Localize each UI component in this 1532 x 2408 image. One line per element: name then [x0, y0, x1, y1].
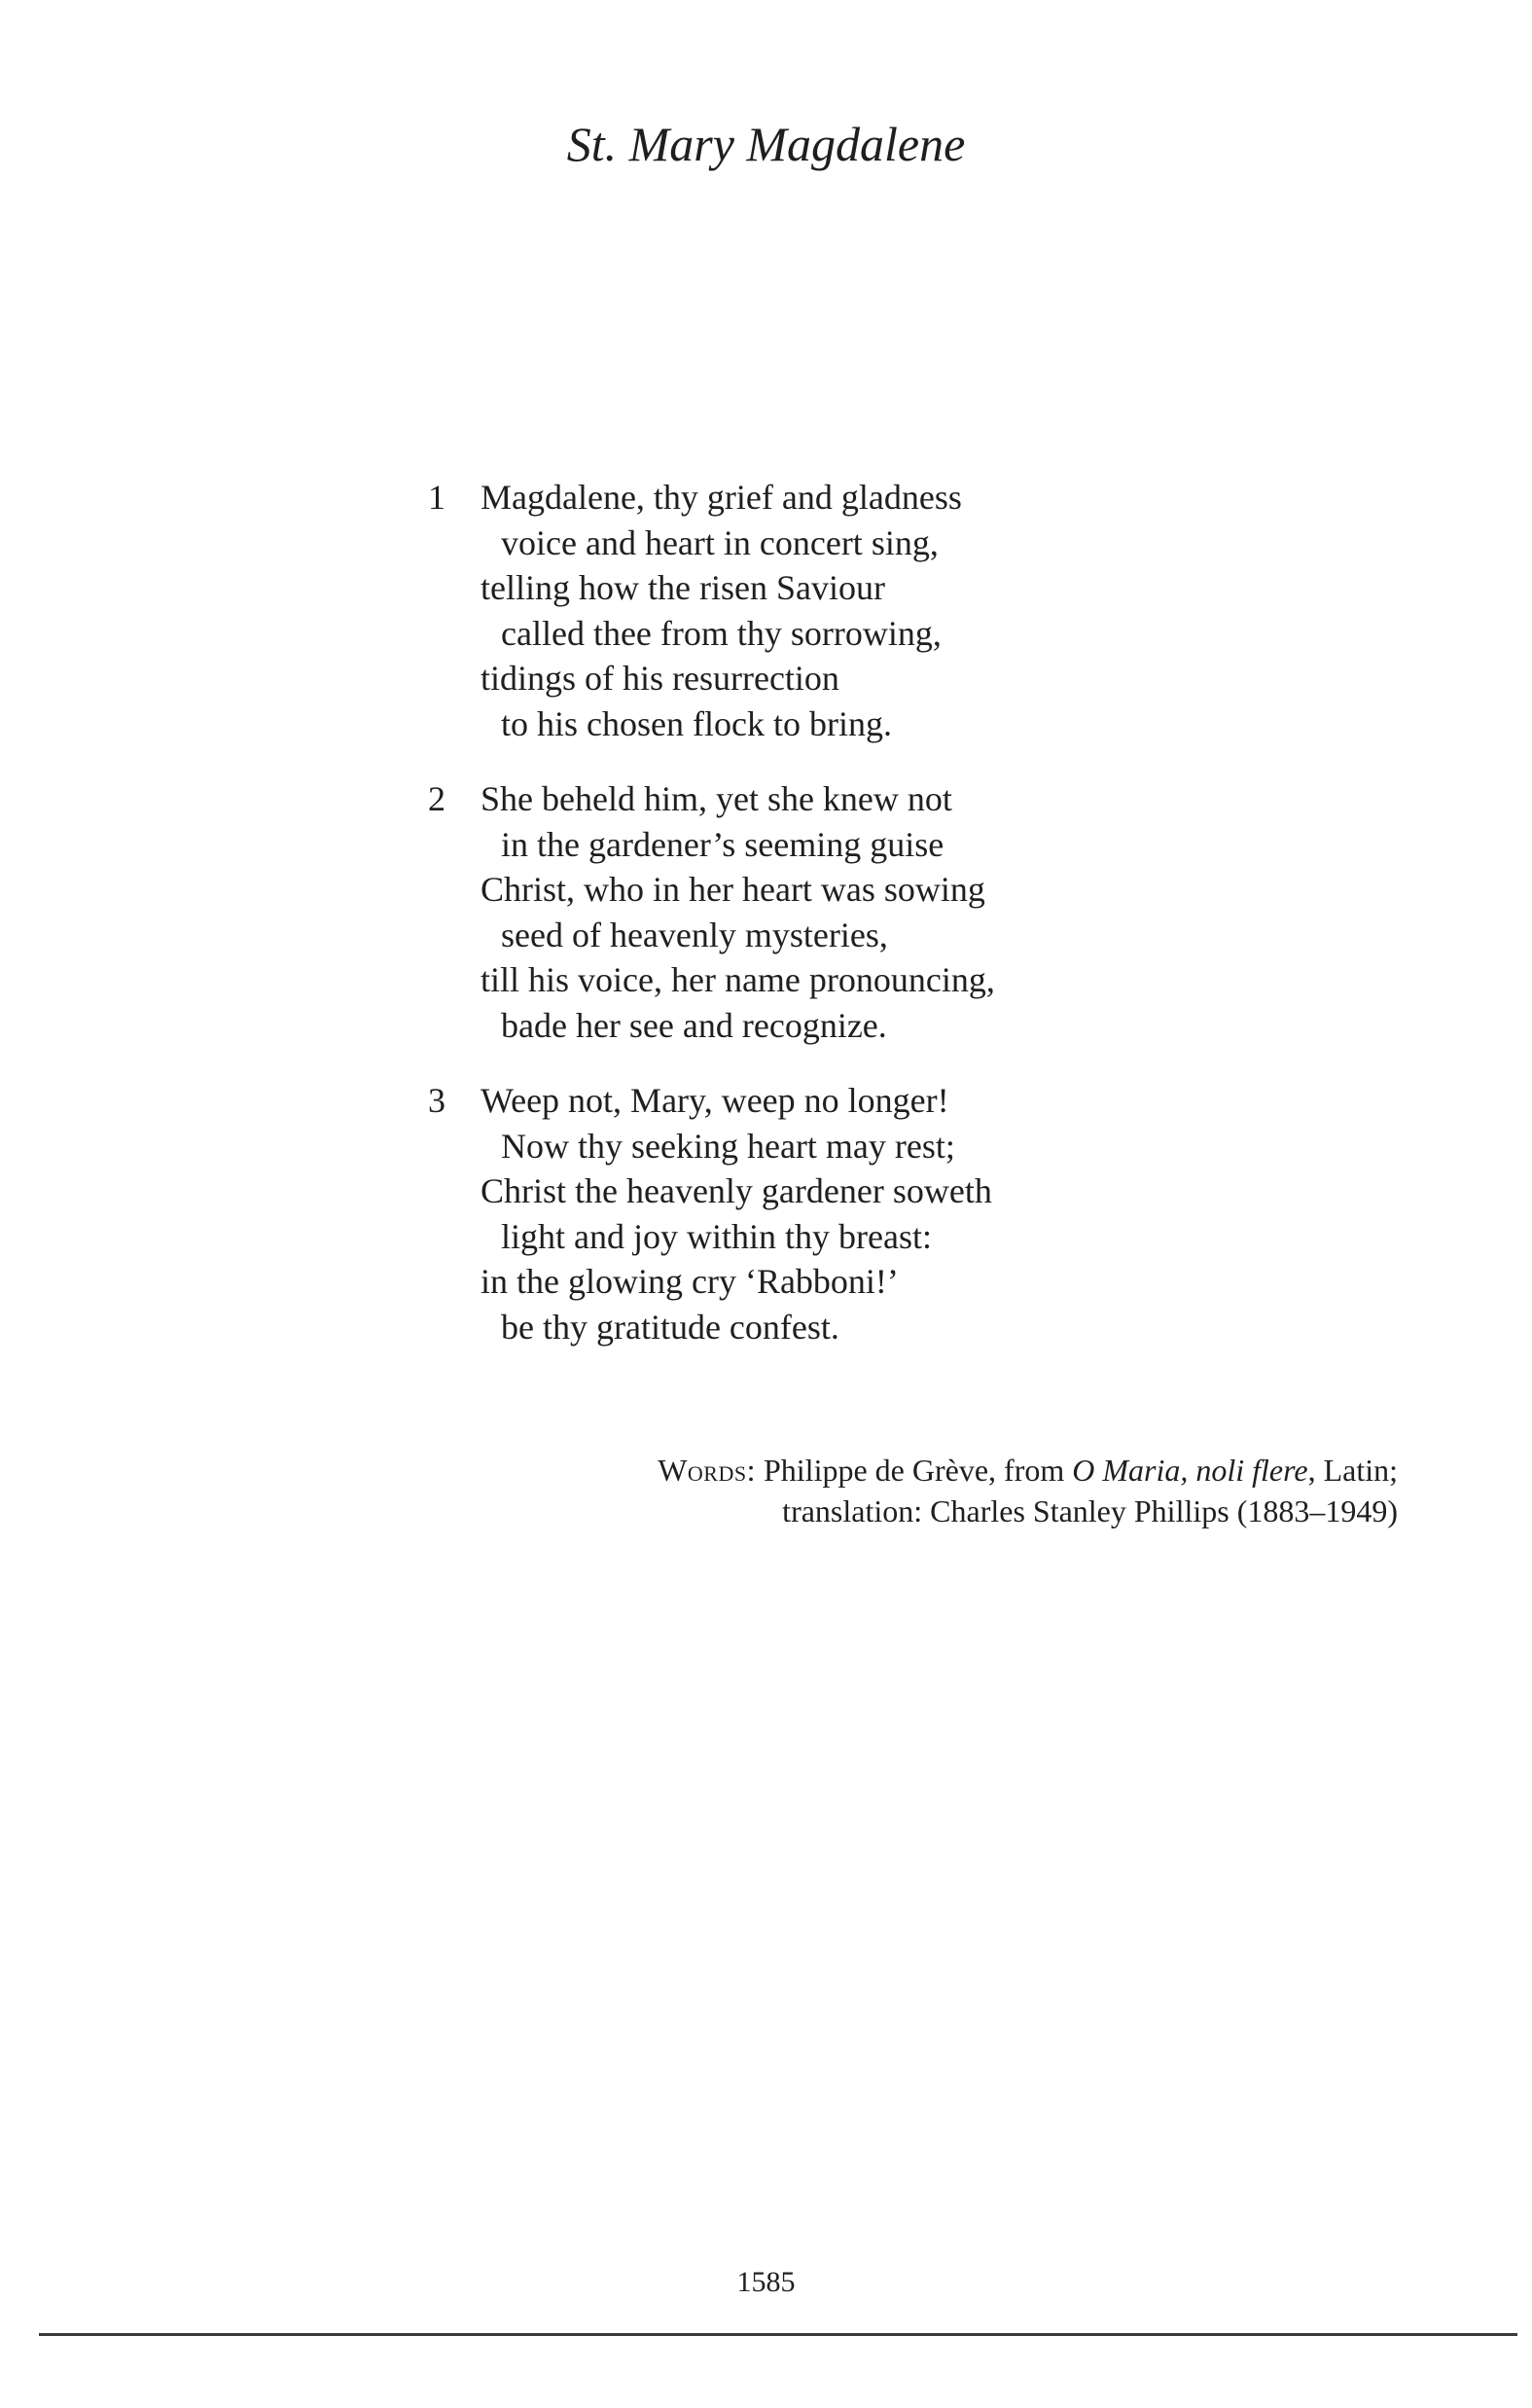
verse-line: be thy gratitude confest.	[501, 1307, 839, 1347]
verse-line: Christ, who in her heart was sowing	[481, 870, 985, 909]
verse-line: telling how the risen Saviour	[481, 568, 885, 607]
stanza-2	[428, 776, 1206, 1048]
verse-line: light and joy within thy breast:	[501, 1216, 932, 1256]
page-number: 1585	[736, 2266, 796, 2298]
verse-line: to his chosen flock to bring.	[501, 703, 892, 743]
credits-language: , Latin;	[1307, 1453, 1398, 1488]
credits-work-title: O Maria, noli flere	[1072, 1453, 1308, 1488]
verse-line: in the gardener’s seeming guise	[501, 824, 944, 864]
verse-line: tidings of his resurrection	[481, 659, 839, 698]
stanza-number: 3	[428, 1081, 445, 1120]
verse-line: Weep not, Mary, weep no longer!	[481, 1081, 949, 1120]
footer-rule	[39, 2333, 1517, 2336]
verse-line: Now thy seeking heart may rest;	[501, 1126, 955, 1166]
stanza-lines	[481, 1078, 1206, 1349]
stanza-number: 1	[428, 478, 445, 517]
verse-line: in the glowing cry ‘Rabboni!’	[481, 1262, 899, 1301]
stanza-1	[428, 475, 1206, 746]
credits-translation: translation: Charles Stanley Phillips (1883–1949)	[782, 1493, 1398, 1528]
verse-line: Magdalene, thy grief and gladness	[481, 478, 962, 517]
page-title: St. Mary Magdalene	[566, 117, 966, 171]
stanza-lines	[481, 776, 1206, 1048]
verse-line: called thee from thy sorrowing,	[501, 613, 942, 653]
stanza-lines	[481, 475, 1206, 746]
credits-author: Philippe de Grève, from	[763, 1453, 1065, 1488]
verse-line: till his voice, her name pronouncing,	[481, 960, 995, 999]
credits-words-line	[658, 1450, 1398, 1491]
stanza-3	[428, 1078, 1206, 1349]
hymn-text	[428, 475, 1206, 1380]
credits	[658, 1450, 1398, 1531]
stanza-number: 2	[428, 779, 445, 818]
verse-line: Christ the heavenly gardener soweth	[481, 1171, 992, 1210]
verse-line: seed of heavenly mysteries,	[501, 915, 888, 954]
verse-line: bade her see and recognize.	[501, 1005, 887, 1045]
verse-line: She beheld him, yet she knew not	[481, 779, 952, 818]
credits-label: Words:	[658, 1453, 756, 1488]
verse-line: voice and heart in concert sing,	[501, 522, 939, 562]
